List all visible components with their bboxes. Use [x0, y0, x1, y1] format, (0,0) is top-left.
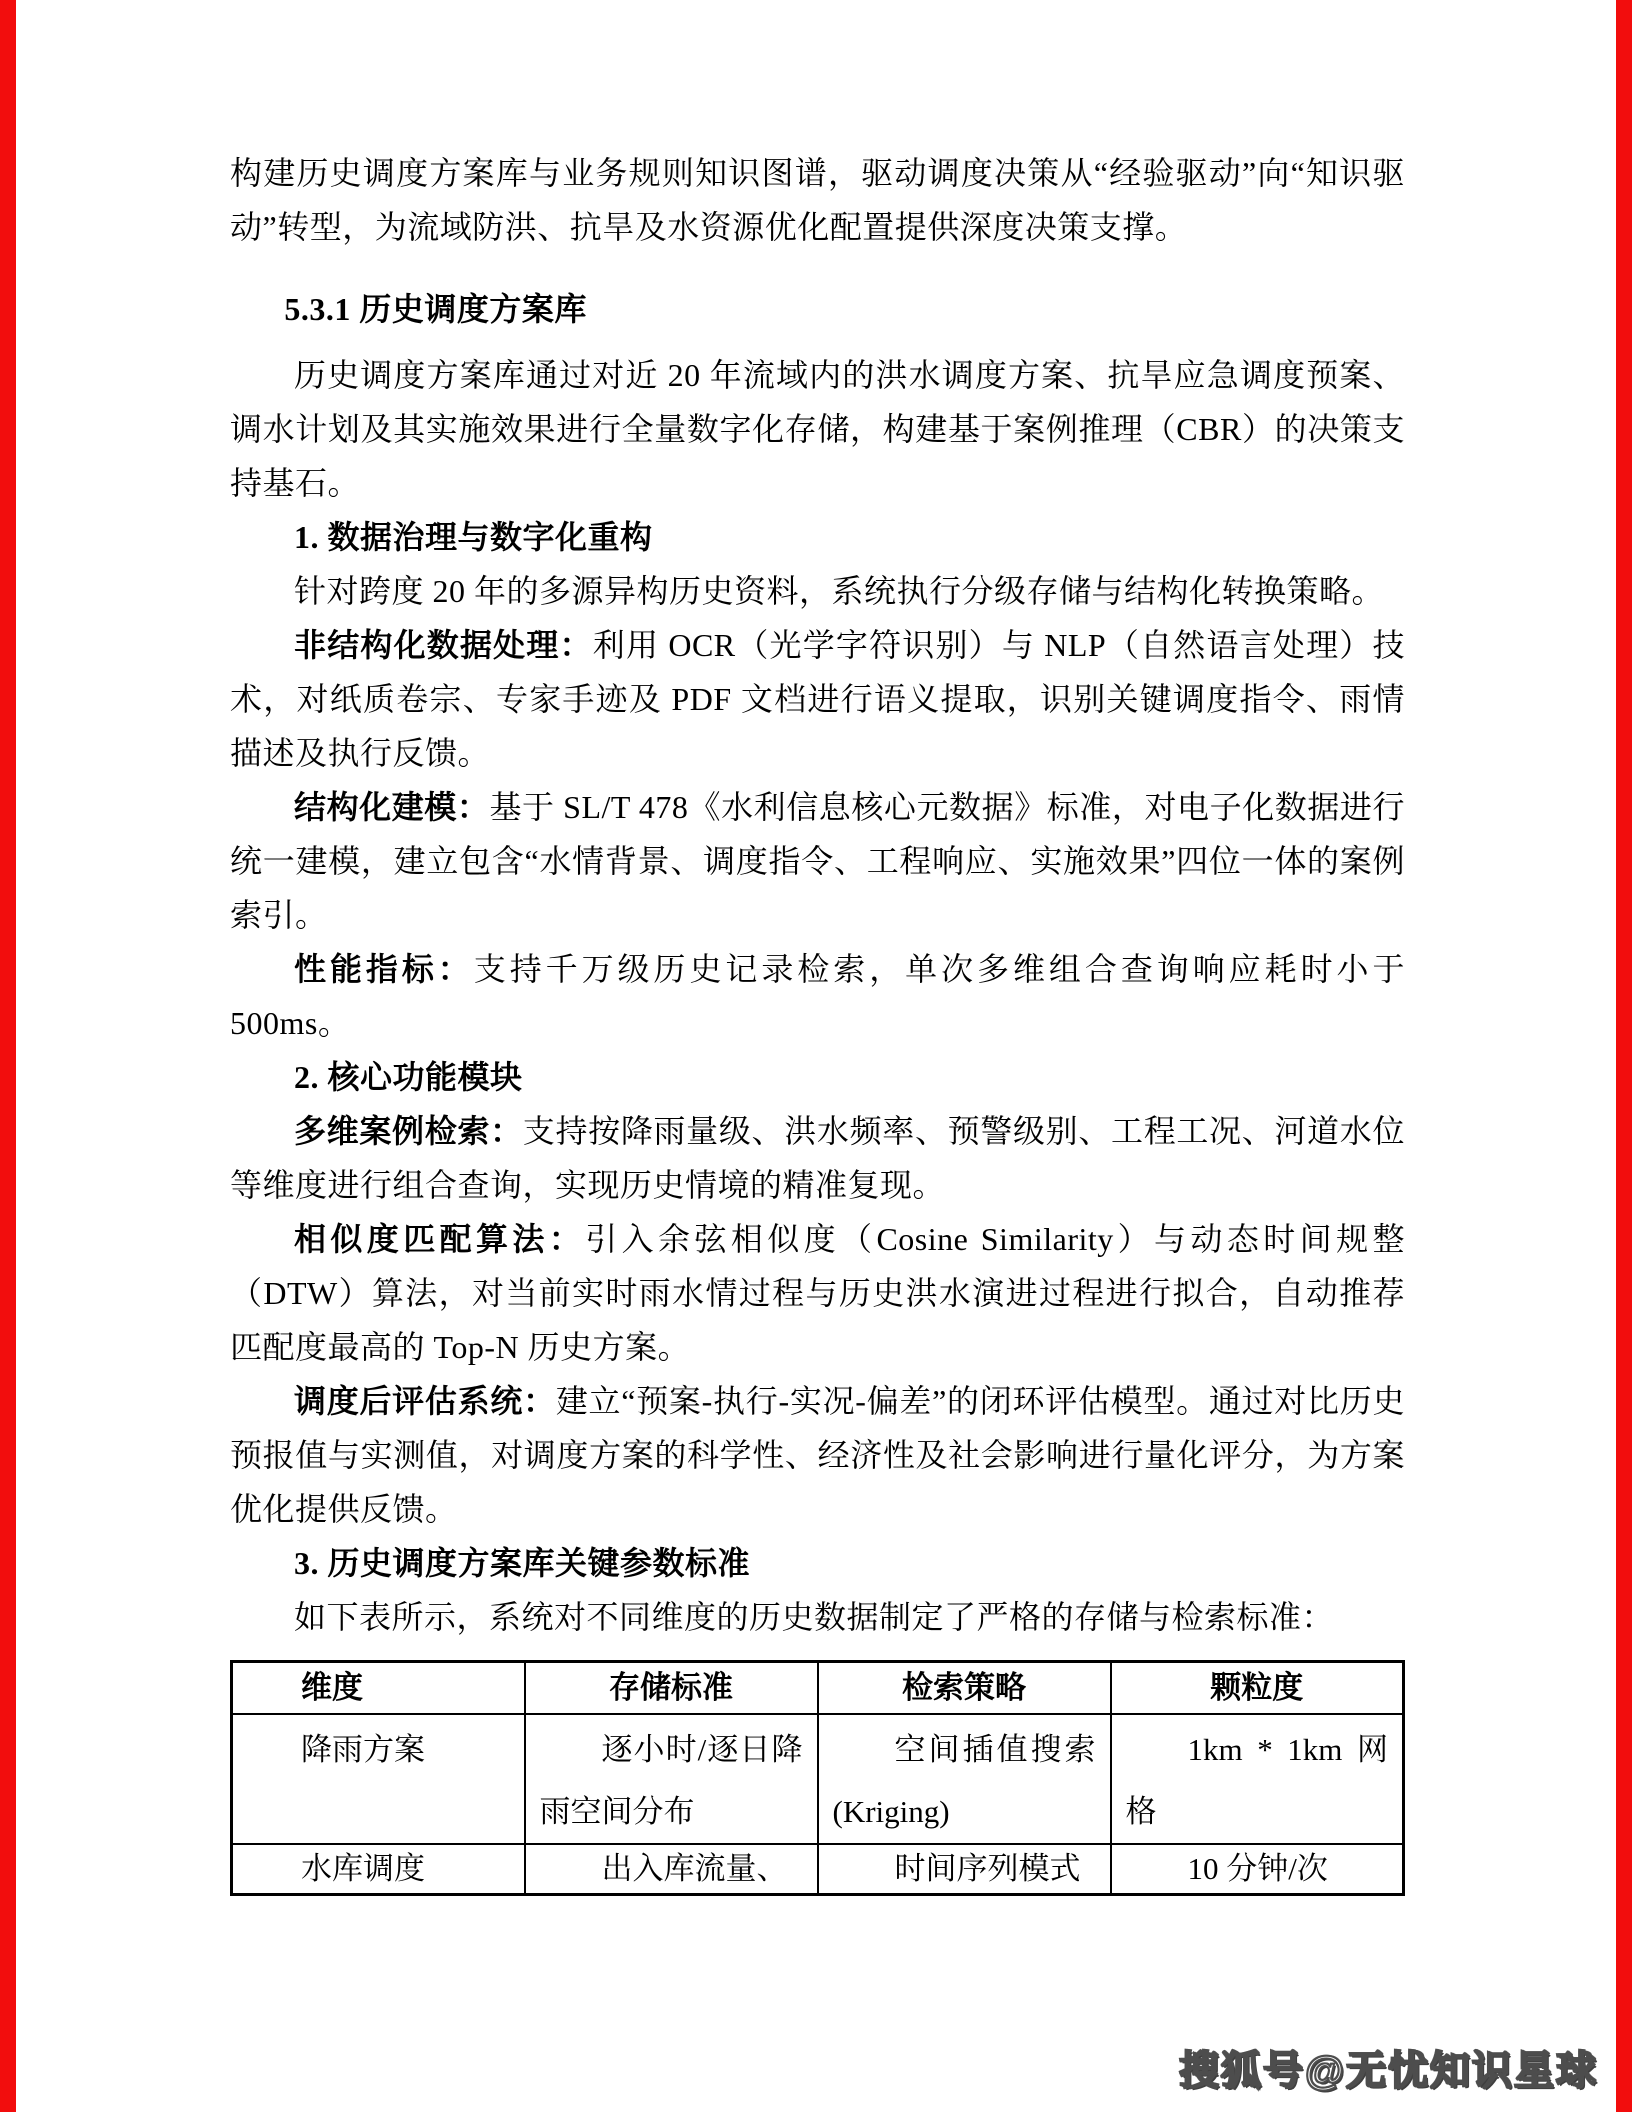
- table-cell: 降雨方案: [232, 1714, 525, 1844]
- section-heading-531: 5.3.1 历史调度方案库: [284, 291, 587, 327]
- text-multidim: 支持按降雨量级、洪水频率、预警级别、工程工况、河道水位等维度进行组合查询，实现历史情境的精准复现。: [230, 1113, 1405, 1203]
- paragraph-overview: 历史调度方案库通过对近 20 年流域内的洪水调度方案、抗旱应急调度预案、调水计划及其实施效果进行全量数字化存储，构建基于案例推理（CBR）的决策支持基石。: [230, 357, 1405, 501]
- table-header-storage: 存储标准: [525, 1662, 818, 1715]
- parameter-standards-table: [230, 1660, 1405, 1896]
- label-post-eval: 调度后评估系统：: [294, 1383, 556, 1419]
- label-multidim: 多维案例检索：: [294, 1113, 523, 1149]
- paragraph-structured: [230, 780, 1405, 942]
- table-cell: 空间插值搜索(Kriging): [818, 1714, 1111, 1844]
- text-structured: 基于 SL/T 478《水利信息核心元数据》标准，对电子化数据进行统一建模，建立包含“水情背景、调度指令、工程响应、实施效果”四位一体的案例索引。: [230, 789, 1405, 933]
- table-header-retrieval: 检索策略: [818, 1662, 1111, 1715]
- paragraph-multidim: [230, 1104, 1405, 1212]
- document-body: [230, 146, 1405, 1896]
- table-cell: 1km * 1km 网格: [1111, 1714, 1404, 1844]
- paragraph-unstructured: [230, 618, 1405, 780]
- text-unstructured: 利用 OCR（光学字符识别）与 NLP（自然语言处理）技术，对纸质卷宗、专家手迹及 PDF 文档进行语义提取，识别关键调度指令、雨情描述及执行反馈。: [230, 627, 1405, 771]
- left-red-edge-bar: [0, 0, 16, 2112]
- right-red-edge-bar: [1616, 0, 1632, 2112]
- sohu-watermark: 搜狐号@无忧知识星球: [1178, 2049, 1598, 2093]
- label-structured: 结构化建模：: [294, 789, 490, 825]
- table-row-reservoir: [232, 1844, 1404, 1895]
- paragraph-similarity: [230, 1212, 1405, 1374]
- paragraph-post-eval: [230, 1374, 1405, 1536]
- heading-core-modules: 2. 核心功能模块: [294, 1059, 523, 1095]
- table-header-granularity: 颗粒度: [1111, 1662, 1404, 1715]
- text-post-eval: 建立“预案-执行-实况-偏差”的闭环评估模型。通过对比历史预报值与实测值，对调度方案的科学性、经济性及社会影响进行量化评分，为方案优化提供反馈。: [230, 1383, 1405, 1527]
- table-cell: 时间序列模式: [818, 1844, 1111, 1895]
- label-unstructured: 非结构化数据处理：: [294, 627, 593, 663]
- table-cell: 逐小时/逐日降雨空间分布: [525, 1714, 818, 1844]
- label-performance: 性能指标：: [294, 951, 474, 987]
- label-similarity: 相似度匹配算法：: [294, 1221, 586, 1257]
- paragraph-strategy: 针对跨度 20 年的多源异构历史资料，系统执行分级存储与结构化转换策略。: [294, 573, 1385, 609]
- paragraph-table-intro: 如下表所示，系统对不同维度的历史数据制定了严格的存储与检索标准：: [294, 1599, 1335, 1635]
- table-row-rainfall: [232, 1714, 1404, 1844]
- text-performance: 支持千万级历史记录检索，单次多维组合查询响应耗时小于 500ms。: [230, 951, 1405, 1041]
- table-cell: 10 分钟/次: [1111, 1844, 1404, 1895]
- heading-data-governance: 1. 数据治理与数字化重构: [294, 519, 653, 555]
- table-header-dimension: 维度: [232, 1662, 525, 1715]
- heading-parameters: 3. 历史调度方案库关键参数标准: [294, 1545, 751, 1581]
- table-cell: 水库调度: [232, 1844, 525, 1895]
- paragraph-performance: [230, 942, 1405, 1050]
- table-cell: 出入库流量、: [525, 1844, 818, 1895]
- paragraph-intro-continuation: 构建历史调度方案库与业务规则知识图谱，驱动调度决策从“经验驱动”向“知识驱动”转型，为流域防洪、抗旱及水资源优化配置提供深度决策支撑。: [230, 155, 1405, 245]
- text-similarity: 引入余弦相似度（Cosine Similarity）与动态时间规整（DTW）算法，对当前实时雨水情过程与历史洪水演进过程进行拟合，自动推荐匹配度最高的 Top-N 历史方案。: [230, 1221, 1405, 1365]
- table-header-row: [232, 1662, 1404, 1715]
